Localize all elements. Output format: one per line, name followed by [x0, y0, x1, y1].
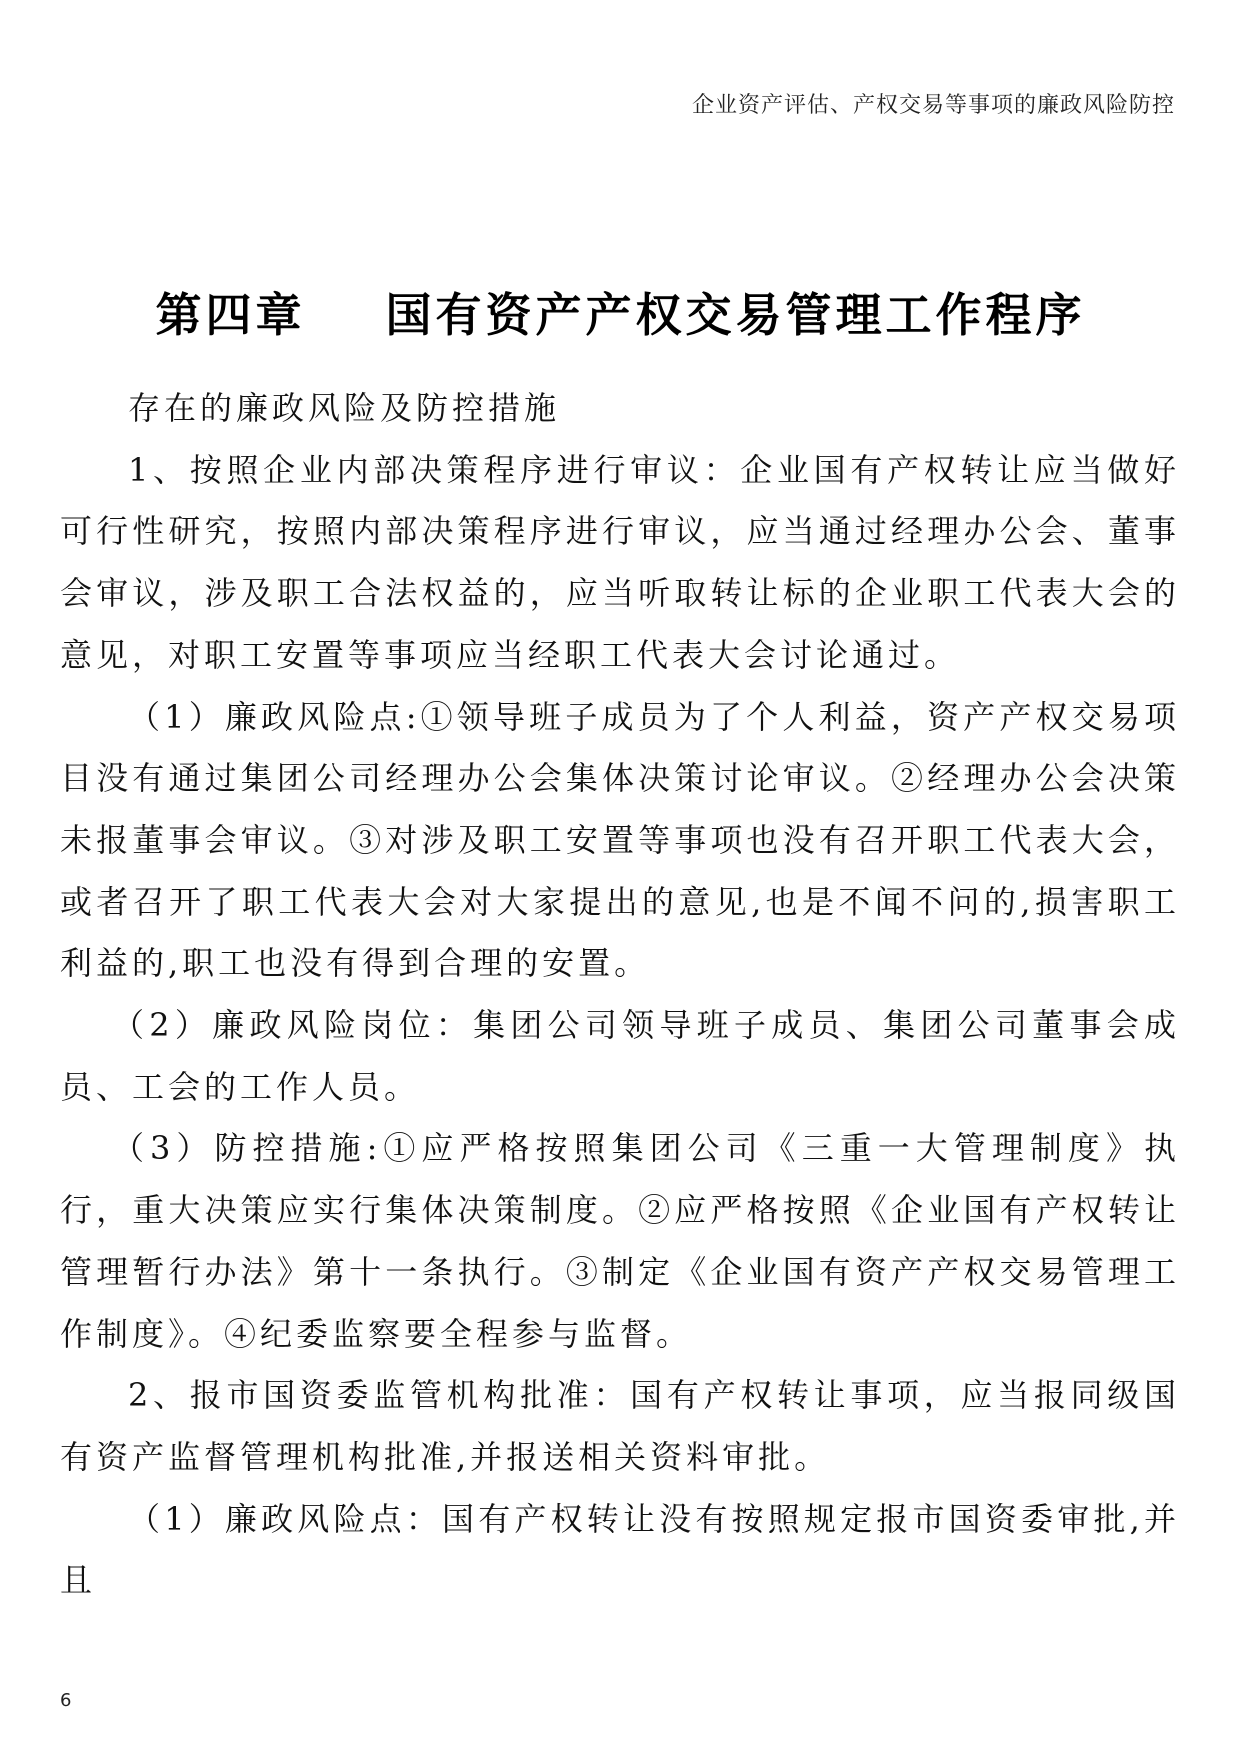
- paragraph-item-1-risk-point: （1）廉政风险点:①领导班子成员为了个人利益，资产产权交易项目没有通过集团公司经理办公会集体决策讨论审议。②经理办公会决策未报董事会审议。③对涉及职工安置等事项也没有召开职工代表大会，或者召开了职工代表大会对大家提出的意见,也是不闻不问的,损害职工利益的,职工也没有得到合理的安置。: [60, 697, 1180, 983]
- chapter-title: 第四章 国有资产产权交易管理工作程序: [155, 287, 1086, 342]
- paragraph-item-2: 2、报市国资委监管机构批准：国有产权转让事项，应当报同级国有资产监督管理机构批准,并报送相关资料审批。: [60, 1376, 1180, 1476]
- paragraph-item-1-control-measures: （3）防控措施:①应严格按照集团公司《三重一大管理制度》执行，重大决策应实行集体决策制度。②应严格按照《企业国有产权转让管理暂行办法》第十一条执行。③制定《企业国有资产产权交易管理工作制度》。④纪委监察要全程参与监督。: [60, 1129, 1180, 1353]
- running-header: 企业资产评估、产权交易等事项的廉政风险防控: [691, 93, 1175, 118]
- paragraph-item-1: 1、按照企业内部决策程序进行审议：企业国有产权转让应当做好可行性研究，按照内部决策程序进行审议，应当通过经理办公会、董事会审议，涉及职工合法权益的，应当听取转让标的企业职工代表大会的意见，对职工安置等事项应当经职工代表大会讨论通过。: [60, 450, 1180, 674]
- section-intro: 存在的廉政风险及防控措施: [128, 389, 561, 427]
- page-number: 6: [60, 1690, 72, 1711]
- document-body: [60, 378, 1180, 1612]
- paragraph-item-2-risk-point: （1）廉政风险点：国有产权转让没有按照规定报市国资委审批,并且: [60, 1499, 1180, 1600]
- paragraph-item-1-risk-post: （2）廉政风险岗位：集团公司领导班子成员、集团公司董事会成员、工会的工作人员。: [60, 1006, 1180, 1106]
